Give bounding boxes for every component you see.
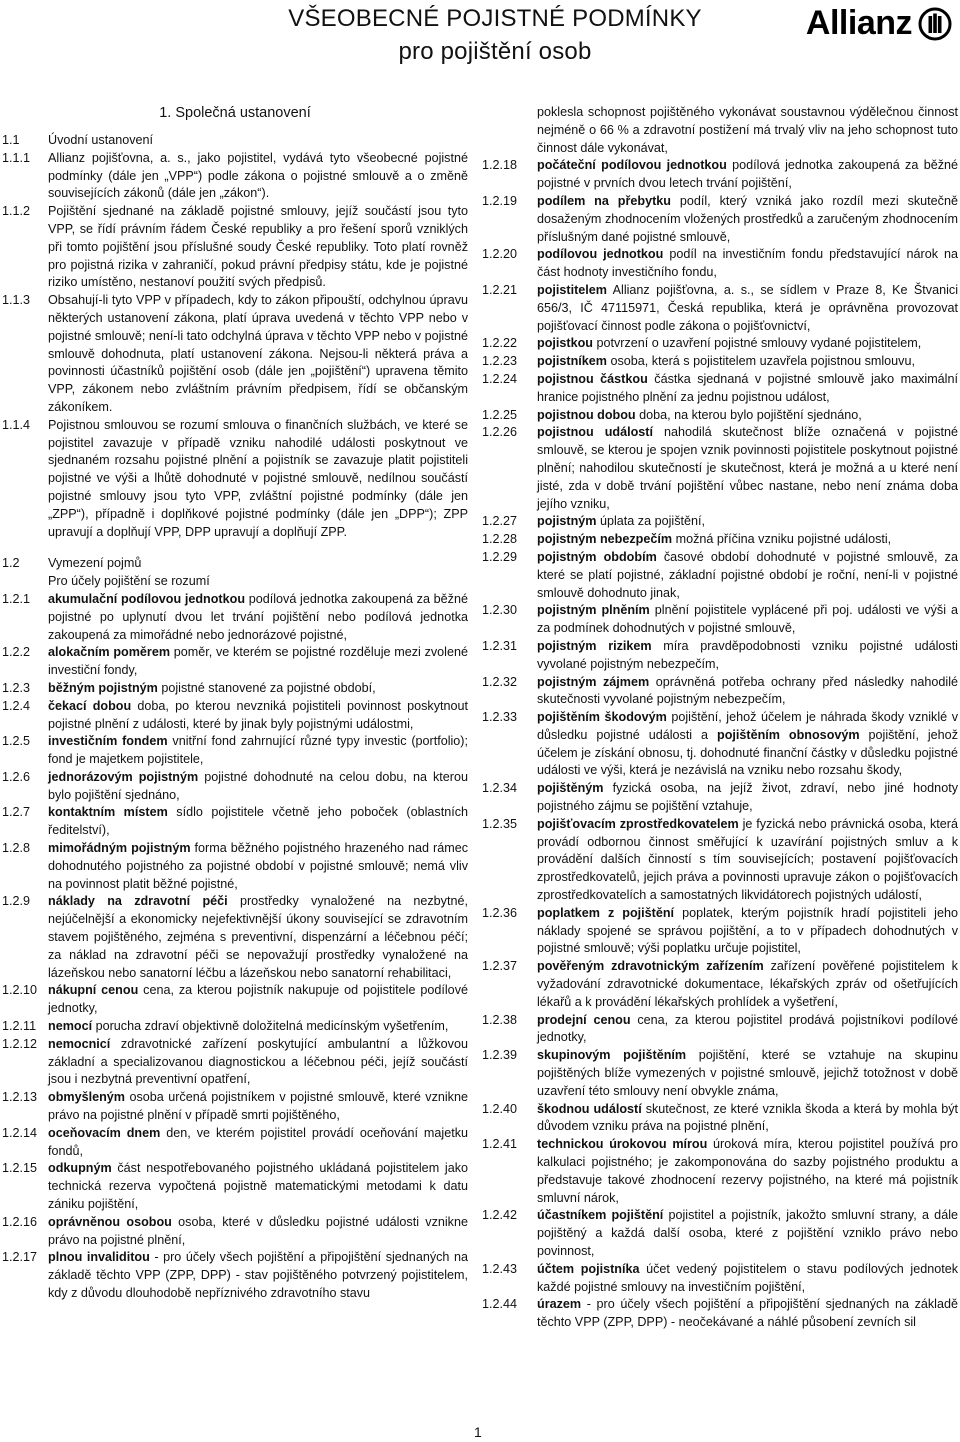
- definition-item: [482, 1047, 958, 1100]
- item-text: účastníkem pojištění pojistitel a pojistník, jakožto smluvní strany, a dále pojištěný a každá další osoba, které z pojištění vzniklo právo nebo povinnost,: [537, 1208, 958, 1258]
- item-number: 1.2.32: [482, 674, 518, 689]
- item-number: 1.2.19: [482, 193, 518, 208]
- item-text: Obsahují-li tyto VPP v případech, kdy to zákon připouští, odchylnou úpravu některých ustanovení zákona, platí úprava uvedená v těchto VPP nebo v pojistné smlouvě; není-li tato odchylná úprava v těchto VPP nebo v pojistné smlouvě dohodnuta, platí ustanovení zákona. Nejsou-li některá práva a povinnosti účastníků pojištění osob (dále jen „pojištění“) upravena těmito VPP, zákonem nebo zvláštním právním předpisem, řídí se občanským zákoníkem.: [48, 293, 468, 414]
- item-text: nemocí porucha zdraví objektivně doložitelná medicínským vyšetřením,: [48, 1019, 449, 1034]
- definition-item: [482, 335, 958, 353]
- item-text: jednorázovým pojistným pojistné dohodnuté na celou dobu, na kterou bylo pojištění sjednáno,: [48, 769, 468, 802]
- title-line-1: VŠEOBECNÉ POJISTNÉ PODMÍNKY: [288, 5, 702, 32]
- definition-item: [482, 1012, 958, 1048]
- item-text: pojistnou částkou částka sjednaná v pojistné smlouvě jako maximální hranice pojistného plnění za jednu pojistnou událost,: [537, 371, 958, 404]
- definition-item: [482, 780, 958, 816]
- definition-item: [482, 424, 958, 513]
- item-number: 1.2.20: [482, 247, 518, 262]
- subsection-number: 1.2: [2, 556, 20, 571]
- intro-text: Pro účely pojištění se rozumí: [48, 574, 210, 589]
- item-number: 1.2.29: [482, 549, 518, 564]
- item-number: 1.2.37: [482, 959, 518, 974]
- item-text: pojistníkem osoba, která s pojistitelem uzavřela pojistnou smlouvu,: [537, 354, 915, 369]
- definition-item: [2, 680, 468, 698]
- item-number: 1.2.26: [482, 425, 518, 440]
- item-text: nákupní cenou cena, za kterou pojistník nakupuje od pojistitele podílové jednotky,: [48, 983, 468, 1016]
- item-number: 1.2.15: [2, 1161, 38, 1176]
- item-number: 1.2.27: [482, 514, 518, 529]
- item-text: pojistným úplata za pojištění,: [537, 514, 706, 529]
- item-text: pojistným nebezpečím možná příčina vzniku pojistné události,: [537, 532, 892, 547]
- definition-item: [2, 698, 468, 734]
- item-text: oceňovacím dnem den, ve kterém pojistitel provádí oceňování majetku fondů,: [48, 1125, 468, 1158]
- item-number: 1.2.24: [482, 371, 518, 386]
- definition-item: [2, 644, 468, 680]
- item-text: Allianz pojišťovna, a. s., jako pojistitel, vydává tyto všeobecné pojistné podmínky (dále jen „VPP“) podle zákona o pojistné smlouvě a o změně souvisejících zákonů (dále jen „zákon“).: [48, 150, 468, 201]
- title-line-2: pro pojištění osob: [398, 38, 592, 65]
- definition-item: [482, 1261, 958, 1297]
- item-text: oprávněnou osobou osoba, které v důsledku pojistné události vznikne právo na pojistné plnění,: [48, 1214, 468, 1247]
- definition-item: [2, 982, 468, 1018]
- item-text: náklady na zdravotní péči prostředky vynaložené na nezbytné, nejúčelnější a ekonomicky nejefektivnější úkony související se zdravotním stavem pojištěného, zejména s preventivní, dispenzární a léčebnou péčí; za náklad na zdravotní péči se nepovažují prostředky vynaložené na lázeňskou nebo sanatorní léčbu a lázeňskou nebo sanatorní rehabilitaci,: [48, 894, 468, 980]
- item-number: 1.2.42: [482, 1208, 518, 1223]
- item-text: pojišťovacím zprostředkovatelem je fyzická nebo právnická osoba, která provádí odbornou činnost směřující k uzavírání pojistných smluv a k provádění dalších činností s tím souvisejících; postavení pojišťovacích zprostředkovatelů, jejich práva a povinnosti upravuje zákon o pojišťovacích zprostředkovatelích a samostatných likvidátorech pojistných událostí,: [537, 816, 958, 903]
- item-number: 1.2.8: [2, 841, 31, 856]
- item-text: mimořádným pojistným forma běžného pojistného hrazeného nad rámec dohodnutého pojistného za pojistné období v pojistné smlouvě; nemá vliv na povinnost platit běžné pojistné,: [48, 841, 468, 891]
- item-number: 1.1.2: [2, 204, 31, 219]
- section-1-title: 1. Společná ustanovení: [159, 105, 311, 121]
- item-number: 1.2.4: [2, 698, 31, 713]
- item-number: 1.2.2: [2, 645, 31, 660]
- item-number: 1.2.7: [2, 805, 31, 820]
- item-text: obmyšleným osoba určená pojistníkem v pojistné smlouvě, které vznikne právo na pojistné plnění v případě smrti pojištěného,: [48, 1090, 468, 1123]
- item-text: úrazem - pro účely všech pojištění a připojištění sjednaných na základě těchto VPP (ZPP, DPP) - neočekávané a náhlé působení zevních sil: [537, 1297, 958, 1330]
- item-number: 1.2.31: [482, 638, 518, 653]
- definition-item: [482, 816, 958, 905]
- definition-item: [2, 1214, 468, 1250]
- subsection-title: Úvodní ustanovení: [48, 133, 154, 147]
- subsection-1-1-heading: [2, 132, 468, 150]
- item-number: 1.2.9: [2, 894, 31, 909]
- left-column: [2, 104, 468, 1303]
- definition-item: [482, 282, 958, 335]
- item-number: 1.2.16: [2, 1214, 38, 1229]
- definition-item: [482, 958, 958, 1011]
- definition-item: [482, 157, 958, 193]
- definition-item: [482, 513, 958, 531]
- document-title: [260, 2, 730, 68]
- item-number: 1.2.30: [482, 603, 518, 618]
- item-text: nemocnicí zdravotnické zařízení poskytující ambulantní a lůžkovou základní a specializovanou diagnostickou a léčebnou péči, jejíž součástí jsou i nezbytná preventivní opatření,: [48, 1036, 468, 1087]
- item-number: 1.2.44: [482, 1297, 518, 1312]
- item-text: prodejní cenou cena, za kterou pojistitel prodává pojistníkovi podílové jednotky,: [537, 1012, 958, 1045]
- definition-item: [2, 1036, 468, 1089]
- provision-item: [2, 292, 468, 417]
- definition-item: [2, 804, 468, 840]
- provision-item: [2, 203, 468, 292]
- item-text: běžným pojistným pojistné stanovené za pojistné období,: [48, 680, 376, 695]
- page-number: 1: [474, 1424, 482, 1440]
- item-text: Pojistnou smlouvou se rozumí smlouva o finančních službách, ve které se pojistitel zavazuje v případě vzniku nahodilé události poskytnout ve sjednaném rozsahu pojistné plnění a pojistník se zavazuje platit pojistiteli pojistné ve výši a lhůtě dohodnuté v pojistné smlouvě, nedílnou součástí pojistné smlouvy jsou tyto VPP, zvláštní pojistné podmínky (dále jen „ZPP“), případně i doplňkové pojistné podmínky (dále jen „DPP“); ZPP upravují a doplňují VPP, DPP upravují a doplňují ZPP.: [48, 417, 468, 539]
- item-text: skupinovým pojištěním pojištění, které se vztahuje na skupinu pojištěných blíže vymezených v pojistné smlouvě, jejichž totožnost v době uzavření této smlouvy není obvykle známa,: [537, 1048, 958, 1098]
- item-number: 1.2.35: [482, 816, 518, 831]
- item-text: technickou úrokovou mírou úroková míra, kterou pojistitel používá pro kalkulaci pojistného; je zakomponována do sazby pojistného produktu a představuje takové zhodnocení rezervy pojistného, na které má pojistník smluvní nárok,: [537, 1137, 959, 1205]
- item-text: pojistným zájmem oprávněná potřeba ochrany před následky nahodilé skutečnosti vyvolané pojistným nebezpečím,: [537, 674, 958, 707]
- item-number: 1.2.33: [482, 710, 518, 725]
- item-number: 1.2.18: [482, 158, 518, 173]
- right-column: [482, 104, 958, 1332]
- item-text: plnou invaliditou - pro účely všech pojištění a připojištění sjednaných na základě těchto VPP (ZPP, DPP) - stav pojištěného potvrzený pojistitelem, kdy z důvodu dlouhodobě nepříznivého zdravotního stavu: [48, 1250, 468, 1300]
- section-1-1-items: [2, 150, 468, 542]
- item-text: pojistnou událostí nahodilá skutečnost blíže označená v pojistné smlouvě, se kterou je spojen vznik povinnosti pojistitele poskytnout pojistné plnění; nahodilou skutečností je skutečnost, která je možná a u které není jisté, zda v době trvání pojištění vůbec nastane, nebo není známa doba jejího vzniku,: [537, 425, 958, 511]
- definition-item: [2, 769, 468, 805]
- provision-item: [2, 150, 468, 203]
- definition-item: [482, 1296, 958, 1332]
- definition-item: [482, 674, 958, 710]
- item-number: 1.2.38: [482, 1012, 518, 1027]
- item-text: čekací dobou doba, po kterou nevzniká pojistiteli povinnost poskytnout pojistné plnění z události, které by jinak byly pojistnými událostmi,: [48, 698, 469, 731]
- item-number: 1.2.36: [482, 905, 518, 920]
- definition-item: [482, 246, 958, 282]
- item-text: alokačním poměrem poměr, ve kterém se pojistné rozděluje mezi zvolené investiční fondy,: [48, 645, 468, 678]
- item-number: 1.2.5: [2, 734, 31, 749]
- item-text: pojištěním škodovým pojištění, jehož účelem je náhrada škody vzniklé v důsledku pojistné události a pojištěním obnosovým pojištění, jehož účelem je získání obnosu, tj. dohodnuté finanční částky v důsledku pojistné události ve výši, která je nezávislá na vzniku nebo rozsahu škody,: [537, 710, 958, 778]
- item-number: 1.2.14: [2, 1125, 38, 1140]
- item-text: pojistným rizikem míra pravděpodobnosti vzniku pojistné události vyvolané pojistným nebezpečím,: [537, 638, 958, 671]
- definition-item: [482, 193, 958, 246]
- item-number: 1.2.3: [2, 680, 31, 695]
- item-text: pojistným plněním plnění pojistitele vyplácené při poj. události ve výši a za podmínek dohodnutých v pojistné smlouvě,: [537, 603, 958, 636]
- item-text: pověřeným zdravotnickým zařízením zařízení pověřené pojistitelem k vyžadování zdravotnické dokumentace, lékařských zpráv od ošetřujících lékařů a k provádění lékařských prohlídek a vyšetření,: [537, 959, 958, 1009]
- subsection-number: 1.1: [2, 133, 20, 147]
- item-text: pojistnou dobou doba, na kterou bylo pojištění sjednáno,: [537, 407, 862, 422]
- definition-item: [2, 733, 468, 769]
- item-number: 1.2.34: [482, 781, 518, 796]
- brand-wordmark: Allianz: [805, 4, 912, 42]
- definition-item: [2, 1018, 468, 1036]
- item-number: 1.2.39: [482, 1048, 518, 1063]
- definition-item: [2, 591, 468, 644]
- item-text: pojistitelem Allianz pojišťovna, a. s., se sídlem v Praze 8, Ke Štvanici 656/3, IČ 47115971, Česká republika, která je oprávněna provozovat pojišťovací činnost podle zákona o pojišťovnictví,: [537, 282, 958, 333]
- definition-item: [482, 549, 958, 602]
- item-number: 1.2.43: [482, 1261, 518, 1276]
- item-text: poklesla schopnost pojištěného vykonávat soustavnou výdělečnou činnost nejméně o 66 % a zdravotní postižení má trvalý vliv na jeho schopnost tuto činnost dále vykonávat,: [537, 105, 958, 155]
- subsection-1-2-heading: [2, 555, 468, 573]
- allianz-eagle-icon: [918, 7, 952, 41]
- item-text: pojistným obdobím časové období dohodnuté v pojistné smlouvě, za které se platí pojistné, základní pojistné období je roční, není-li v pojistné smlouvě dohodnuto jinak,: [537, 549, 958, 600]
- item-number: 1.2.12: [2, 1036, 38, 1051]
- definitions-intro: [2, 573, 468, 591]
- definition-item: [2, 840, 468, 893]
- item-number: [482, 104, 537, 157]
- item-text: účtem pojistníka účet vedený pojistitelem o stavu podílových jednotek každé pojistné smlouvy na investičním pojištění,: [537, 1261, 959, 1294]
- definition-item: [482, 638, 958, 674]
- item-number: 1.1.3: [2, 293, 31, 308]
- definition-item: [2, 1249, 468, 1302]
- item-number: 1.2.23: [482, 354, 518, 369]
- item-text: kontaktním místem sídlo pojistitele včetně jeho poboček (oblastních ředitelství),: [48, 805, 468, 838]
- item-number: 1.2.6: [2, 769, 31, 784]
- item-text: podílovou jednotkou podíl na investičním fondu představující nárok na část hodnoty investičního fondu,: [537, 247, 958, 280]
- item-text: Pojištění sjednané na základě pojistné smlouvy, jejíž součástí jsou tyto VPP, se řídí právním řádem České republiky a pro řešení sporů vzniklých při tomto pojištění jsou příslušné soudy České republiky. Toto platí rovněž pro pojistná rizika v zahraničí, pokud právní předpisy státu, kde je pojistné riziko umístěno, nestanoví použití svých předpisů.: [48, 204, 468, 290]
- item-number: 1.2.13: [2, 1090, 38, 1105]
- allianz-logo: [806, 4, 952, 43]
- item-text: pojistkou potvrzení o uzavření pojistné smlouvy vydané pojistitelem,: [537, 336, 922, 351]
- item-text: poplatkem z pojištění poplatek, kterým pojistník hradí pojistiteli jeho náklady spojené se správou pojištění, a to v případech dohodnutých v pojistné smlouvě; výši poplatku určuje pojistitel,: [537, 905, 958, 956]
- definition-item: [482, 709, 958, 780]
- definition-item: [482, 104, 958, 157]
- definition-item: [482, 602, 958, 638]
- provision-item: [2, 417, 468, 542]
- definition-item: [2, 893, 468, 982]
- item-number: 1.2.1: [2, 591, 31, 606]
- item-text: pojištěným fyzická osoba, na jejíž život, zdraví, nebo jiné hodnoty pojistného zájmu se pojištění vztahuje,: [537, 781, 958, 814]
- definition-item: [2, 1160, 468, 1213]
- item-number: 1.2.22: [482, 336, 518, 351]
- item-text: škodnou událostí skutečnost, ze které vznikla škoda a která by mohla být důvodem vzniku práva na pojistné plnění,: [537, 1101, 958, 1134]
- definition-item: [482, 531, 958, 549]
- definition-item: [482, 1101, 958, 1137]
- item-number: 1.2.21: [482, 282, 518, 297]
- definition-item: [482, 905, 958, 958]
- definition-item: [482, 1136, 958, 1207]
- item-text: podílem na přebytku podíl, který vzniká jako rozdíl mezi skutečně dosaženým zhodnocením vložených prostředků a zaručeným zhodnocením příslušným dané pojistné smlouvě,: [537, 193, 958, 244]
- item-text: akumulační podílovou jednotkou podílová jednotka zakoupená za běžné pojistné po uplynutí dvou let trvání pojištění nebo podílová jednotka zakoupená za mimořádné nebo jednorázové pojistné,: [48, 591, 468, 642]
- item-text: investičním fondem vnitřní fond zahrnující různé typy investic (portfolio); fond je majetkem pojistitele,: [48, 734, 469, 767]
- definition-item: [2, 1125, 468, 1161]
- definition-item: [482, 1207, 958, 1260]
- definitions-list-right: [482, 104, 958, 1332]
- definitions-list-left: [2, 591, 468, 1303]
- definition-item: [482, 371, 958, 407]
- item-number: 1.2.11: [2, 1019, 37, 1034]
- definition-item: [482, 407, 958, 425]
- item-text: počáteční podílovou jednotkou podílová jednotka zakoupená za běžné pojistné v prvních dvou letech trvání pojištění,: [537, 158, 959, 191]
- item-number: 1.2.40: [482, 1101, 518, 1116]
- item-number: 1.1.1: [2, 150, 31, 165]
- item-number: 1.2.10: [2, 983, 38, 998]
- definition-item: [2, 1089, 468, 1125]
- item-number: 1.1.4: [2, 417, 31, 432]
- item-number: 1.2.41: [482, 1137, 518, 1152]
- definition-item: [482, 353, 958, 371]
- item-text: odkupným část nespotřebovaného pojistného ukládaná pojistitelem jako technická rezerva vypočtená pojistně matematickými metodami k datu zániku pojištění,: [48, 1161, 468, 1212]
- item-number: 1.2.25: [482, 407, 518, 422]
- item-number: 1.2.17: [2, 1250, 38, 1265]
- item-number: 1.2.28: [482, 532, 518, 547]
- subsection-title: Vymezení pojmů: [48, 556, 142, 571]
